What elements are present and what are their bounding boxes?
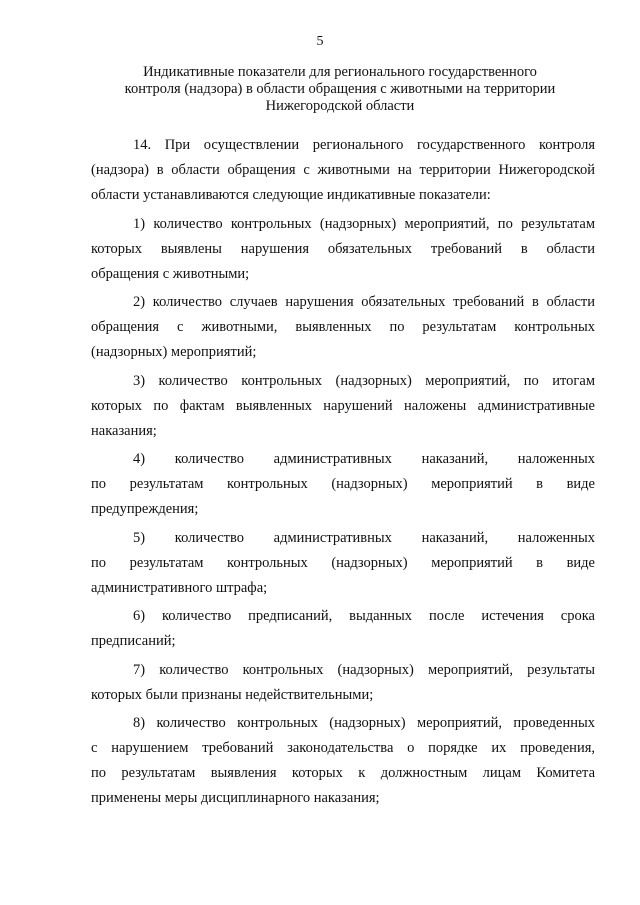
text-line: 7) количество контрольных (надзорных) мероприятий, результаты: [133, 661, 595, 678]
paragraph: [91, 526, 595, 601]
text-line: наказания;: [91, 422, 157, 439]
text-line: обращения с животными;: [91, 265, 250, 282]
text-line: 14. При осуществлении регионального государственного контроля: [133, 137, 595, 153]
paragraph: [91, 212, 595, 287]
text-line: административного штрафа;: [91, 579, 268, 596]
paragraph: [91, 290, 595, 365]
text-line: по результатам контрольных (надзорных) мероприятий в виде: [91, 554, 595, 571]
title-line: Нижегородской области: [265, 98, 415, 114]
text-line: применены меры дисциплинарного наказания;: [91, 790, 380, 806]
paragraph: [91, 658, 595, 708]
text-line: которых выявлены нарушения обязательных требований в области: [91, 240, 595, 257]
text-line: области устанавливаются следующие индикативные показатели:: [91, 187, 491, 203]
text-line: 8) количество контрольных (надзорных) мероприятий, проведенных: [133, 715, 595, 731]
text-line: по результатам контрольных (надзорных) мероприятий в виде: [91, 476, 595, 492]
text-line: которых по фактам выявленных нарушений наложены административные: [91, 397, 595, 414]
text-line: 3) количество контрольных (надзорных) мероприятий, по итогам: [133, 372, 595, 389]
paragraph: [91, 133, 595, 208]
text-line: (надзорных) мероприятий;: [91, 344, 257, 360]
paragraph: [91, 369, 595, 444]
paragraph: [91, 604, 595, 654]
text-line: (надзора) в области обращения с животными на территории Нижегородской: [91, 162, 595, 178]
text-line: 5) количество административных наказаний, наложенных: [133, 529, 595, 546]
text-line: 6) количество предписаний, выданных после истечения срока: [133, 608, 595, 624]
paragraph: [91, 711, 595, 811]
text-line: обращения с животными, выявленных по результатам контрольных: [91, 319, 595, 335]
text-line: с нарушением требований законодательства о порядке их проведения,: [91, 740, 595, 756]
text-line: 4) количество административных наказаний, наложенных: [133, 451, 595, 467]
page-number: 5: [316, 34, 324, 49]
title-line: Индикативные показатели для регионального государственного: [143, 64, 537, 80]
section-title: [110, 64, 570, 115]
text-line: по результатам выявления которых к должностным лицам Комитета: [91, 765, 595, 781]
title-line: контроля (надзора) в области обращения с животными на территории: [124, 81, 556, 97]
paragraph: [91, 447, 595, 522]
document-body: [91, 133, 595, 815]
text-line: 2) количество случаев нарушения обязательных требований в области: [133, 294, 595, 310]
text-line: 1) количество контрольных (надзорных) мероприятий, по результатам: [133, 215, 595, 232]
text-line: предписаний;: [91, 633, 176, 649]
text-line: предупреждения;: [91, 501, 199, 517]
text-line: которых были признаны недействительными;: [91, 686, 374, 703]
